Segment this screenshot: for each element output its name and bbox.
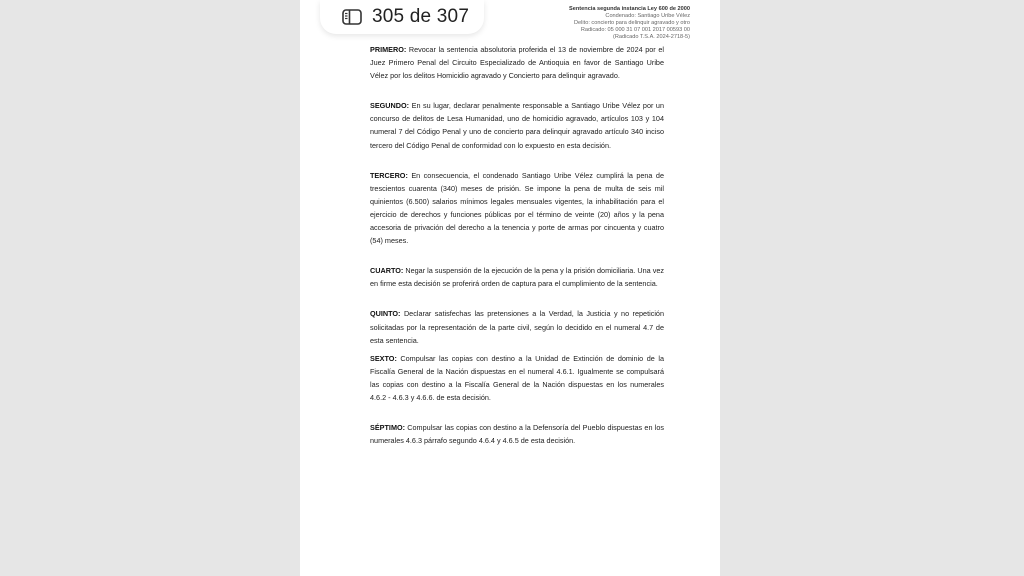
paragraph-text: Compulsar las copias con destino a la Unidad de Extinción de dominio de la Fiscalía General de la Nación dispuestas en el numeral 4.6.1. Igualmente se compulsará las copias con destino a la Fiscalía General de la Nación dispuestas en los numerales 4.6.2 - 4.6.3 y 4.6.6. de esta decisión.	[370, 353, 664, 402]
paragraph-label: SEGUNDO:	[370, 101, 410, 111]
header-line: Radicado: 05 000 31 07 001 2017 00593 00	[580, 27, 690, 33]
header-line: (Radicado T.S.A. 2024-2718-5)	[612, 34, 690, 40]
paragraph-text: Declarar satisfechas las pretensiones a la Verdad, la Justicia y no repetición solicitadas por la representación de la parte civil, según lo decidido en el numeral 4.7 de esta sentencia.	[370, 309, 664, 345]
sidebar-panel-icon[interactable]	[342, 9, 362, 25]
paragraph-label: TERCERO:	[370, 170, 408, 180]
resolution-paragraph	[370, 169, 664, 248]
paragraph-text: En consecuencia, el condenado Santiago Uribe Vélez cumplirá la pena de trescientos cuarenta (340) meses de prisión. Se impone la pena de multa de seis mil quinientos (6.500) salarios mínimos legales mensuales vigentes, la inhabilitación para el ejercicio de derechos y funciones públicas por el término de veinte (20) años y la pena accesoria de privación del derecho a la tenencia y porte de armas por cincuenta y cuatro (54) meses.	[370, 170, 664, 246]
paragraph-label: CUARTO:	[370, 266, 404, 276]
paragraph-text: Compulsar las copias con destino a la Defensoría del Pueblo dispuestas en los numerales 4.6.3 párrafo segundo 4.6.4 y 4.6.5 de esta decisión.	[370, 423, 664, 446]
paragraph-label: SÉPTIMO:	[370, 423, 406, 433]
page-counter-pill[interactable]	[320, 0, 484, 34]
paragraph-label: SEXTO:	[370, 353, 397, 363]
paragraph-text: En su lugar, declarar penalmente responsable a Santiago Uribe Vélez por un concurso de delitos de Lesa Humanidad, uno de homicidio agravado, artículos 103 y 104 numeral 7 del Código Penal y uno de concierto para delinquir agravado artículo 340 inciso tercero del Código Penal de conformidad con lo expuesto en esta decisión.	[370, 101, 664, 150]
header-line: Condenado: Santiago Uribe Vélez	[605, 13, 690, 19]
paragraph-text: Revocar la sentencia absolutoria proferida el 13 de noviembre de 2024 por el Juez Primero Penal del Circuito Especializado de Antioquia en favor de Santiago Uribe Vélez por los delitos Homicidio agravado y Concierto para delinquir agravado.	[370, 45, 664, 81]
header-line: Delito: concierto para delinquir agravado y otro	[574, 20, 690, 26]
resolution-paragraph	[370, 421, 664, 447]
document-body	[370, 43, 664, 447]
resolution-paragraph	[370, 307, 664, 346]
page-header	[450, 6, 690, 41]
resolution-paragraph	[370, 99, 664, 151]
resolution-paragraph	[370, 352, 664, 404]
page-counter-text: 305 de 307	[372, 6, 470, 27]
paragraph-text: Negar la suspensión de la ejecución de la pena y la prisión domiciliaria. Una vez en firme esta decisión se proferirá orden de captura para el cumplimiento de la sentencia.	[370, 266, 664, 289]
document-page	[300, 0, 720, 576]
resolution-paragraph	[370, 264, 664, 290]
paragraph-label: PRIMERO:	[370, 45, 407, 54]
header-line: Sentencia segunda instancia Ley 600 de 2000	[569, 6, 690, 12]
paragraph-label: QUINTO:	[370, 309, 401, 319]
resolution-paragraph	[370, 43, 664, 82]
